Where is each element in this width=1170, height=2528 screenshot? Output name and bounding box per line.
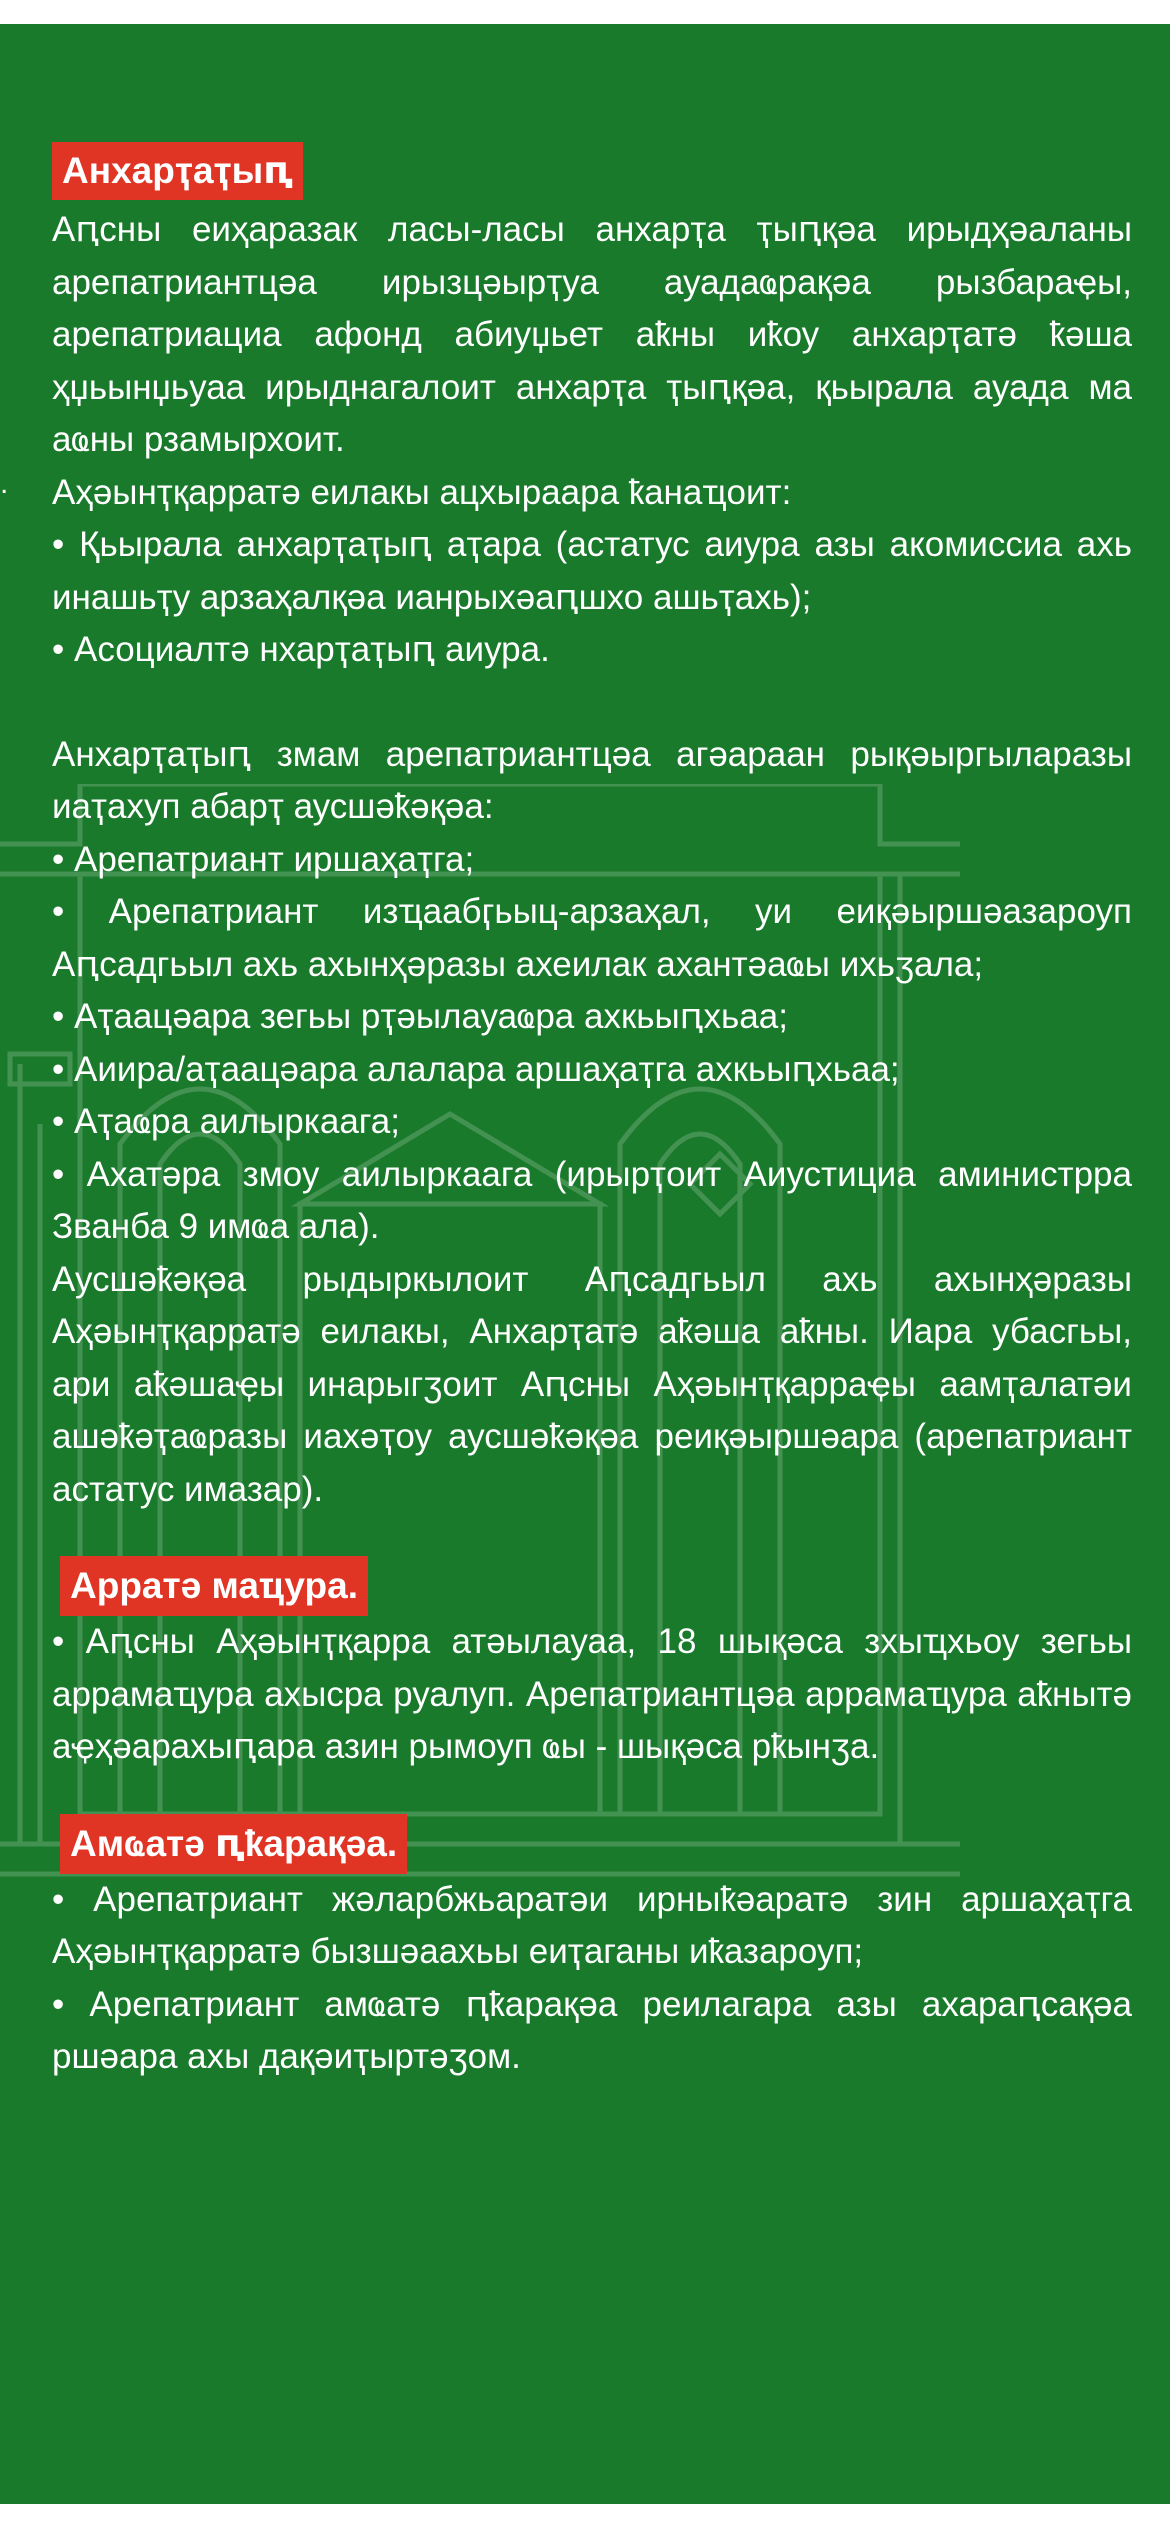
housing-condition-item: • Қьырала анхарҭаҭыԥ аҭара (астатус аиура азы акомиссиа ахь инашьҭу арзаҳалқәа ианрыхәаԥшхо ашьҭахь); — [52, 525, 1132, 617]
section-heading-traffic: Амҩатә ԥҟарақәа. — [60, 1814, 407, 1874]
section-heading-military: Арратә маҵура. — [60, 1556, 368, 1616]
green-panel — [0, 24, 1170, 2504]
edge-mark: . — [0, 467, 9, 500]
documents-lead: Анхарҭаҭыԥ змам арепатриантцәа агәараан рықәыргыларазы иаҭахуп абарҭ аусшәҟәқәа: — [52, 734, 1132, 826]
document-item: • Аҭаацәара зегьы рҭәылауаҩра ахкьыԥхьаа; — [52, 997, 788, 1036]
content — [52, 142, 1132, 2084]
housing-closing: Аусшәҟәқәа рыдыркылоит Аԥсадгьыл ахь ахынҳәразы Аҳәынҭқарратә еилакы, Анхарҭатә аҟәша аҟны. Иара убасгьы, ари аҟәшаҿы инарыгӡоит Аԥсны Аҳәынҭқарраҿы аамҭалатәи ашәҟәҭаҩразы иахәҭоу аусшәҟәқәа реиқәыршәара (арепатриант астатус имазар). — [52, 1259, 1132, 1509]
section-heading-housing: Анхарҭаҭыԥ — [52, 142, 303, 200]
housing-condition-item: • Асоциалтә нхарҭаҭыԥ аиура. — [52, 630, 550, 669]
document-item: • Ахатәра змоу аилыркаага (ирырҭоит Аиустициа аминистррa Званба 9 имҩа ала). — [52, 1154, 1132, 1246]
document-item: • Арепатриант изҵаабӷьыц-арзаҳал, уи еиқәыршәазароуп Аԥсадгьыл ахь ахынҳәразы ахеилак ахантәаҩы ихьӡала; — [52, 892, 1132, 984]
document-item: • Аҭаҩра аилыркаага; — [52, 1102, 400, 1141]
housing-intro: Аԥсны еиҳаразак ласы-ласы анхарҭа ҭыԥқәа ирыдҳәаланы арепатриантцәа ирызцәырҭуа ауадаҩрақәа рызбараҿы, арепатриациа афонд абиуџьет аҟны иҟоу анхарҭатә ҟәша ҳџьынџьуаа ирыднагалоит анхарҭа ҭыԥқәа, қьырала ауада ма аҩны рзамырхоит. — [52, 210, 1132, 459]
traffic-item: • Арепатриант жәларбжьаратәи ирныҟәаратә зин аршаҳаҭга Аҳәынҭқарратә бызшәаахьы еиҭаганы иҟазароуп; — [52, 1879, 1132, 1971]
military-text: • Аԥсны Аҳәынҭқарра атәылауаа, 18 шықәса зхыҵхьоу зегьы аррамаҵура ахысра руалуп. Арепатриантцәа аррамаҵура аҟнытә аҿҳәарахыԥара азин рымоуп ҩы - шықәса рҟынӡа. — [52, 1622, 1132, 1766]
document-item: • Аиира/аҭаацәара алалара аршаҳаҭга ахкьыԥхьаа; — [52, 1049, 900, 1089]
housing-conditions-lead: Аҳәынҭқарратә еилакы ацхыраара ҟанаҵоит: — [52, 472, 792, 512]
document-item: • Арепатриант иршаҳаҭга; — [52, 839, 475, 879]
traffic-item: • Арепатриант амҩатә ԥҟарақәа реилагара азы ахараԥсақәа ршәара ахы дақәиҭыртәӡом. — [52, 1984, 1132, 2076]
